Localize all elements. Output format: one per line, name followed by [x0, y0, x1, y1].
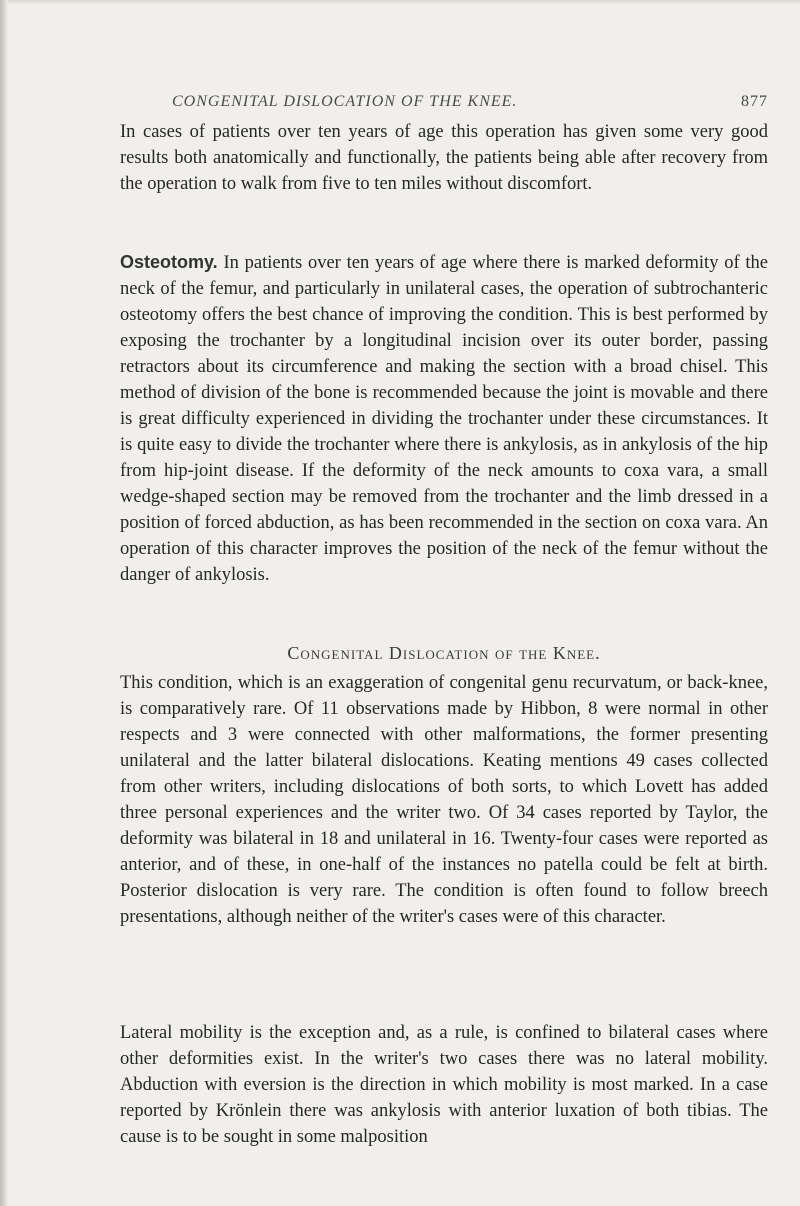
osteotomy-heading: Osteotomy. [120, 252, 218, 272]
paragraph-operation-results: In cases of patients over ten years of age this operation has given some very good results both anatomically and functionally, the patients being able after recovery from the operation to walk from five to ten miles without discomfort. [120, 122, 768, 194]
page-number: 877 [741, 93, 768, 110]
paragraph-osteotomy [120, 249, 768, 588]
page-binding-edge [0, 0, 8, 1206]
page-top-edge [0, 0, 800, 5]
running-title: CONGENITAL DISLOCATION OF THE KNEE. [172, 93, 518, 110]
osteotomy-body: In patients over ten years of age where there is marked deformity of the neck of the femur, and particularly in unilateral cases, the operation of subtrochanteric osteotomy offers the best chance of improving the condition. This is best performed by exposing the trochanter by a longitudinal incision over its outer border, passing retractors about its circumference and making the section with a broad chisel. This method of division of the bone is recommended because the joint is movable and there is great difficulty experienced in dividing the trochanter under these circumstances. It is quite easy to divide the trochanter where there is ankylosis, as in ankylosis of the hip from hip-joint disease. If the deformity of the neck amounts to coxa vara, a small wedge-shaped section may be removed from the trochanter and the limb dressed in a position of forced abduction, as has been recommended in the section on coxa vara. An operation of this character improves the position of the neck of the femur without the danger of ankylosis. [120, 253, 768, 585]
section-heading: Congenital Dislocation of the Knee. [287, 643, 601, 663]
running-head [120, 93, 768, 117]
paragraph-condition: This condition, which is an exaggeration of congenital genu recurvatum, or back-knee, is comparatively rare. Of 11 observations made by Hibbon, 8 were normal in other respects and 3 were connected with other malformations, the former presenting unilateral and the latter bilateral dislocations. Keating mentions 49 cases collected from other writers, including dislocations of both sorts, to which Lovett has added three personal experiences and the writer two. Of 34 cases reported by Taylor, the deformity was bilateral in 18 and unilateral in 16. Twenty-four cases were reported as anterior, and of these, in one-half of the instances no patella could be felt at birth. Posterior dislocation is very rare. The condition is often found to follow breech presentations, although neither of the writer's cases were of this character. [120, 673, 768, 927]
paragraph-lateral-mobility: Lateral mobility is the exception and, as a rule, is confined to bilateral cases where other deformities exist. In the writer's two cases there was no lateral mobility. Abduction with eversion is the direction in which mobility is most marked. In a case reported by Krönlein there was ankylosis with anterior luxation of both tibias. The cause is to be sought in some malposition [120, 1023, 768, 1147]
